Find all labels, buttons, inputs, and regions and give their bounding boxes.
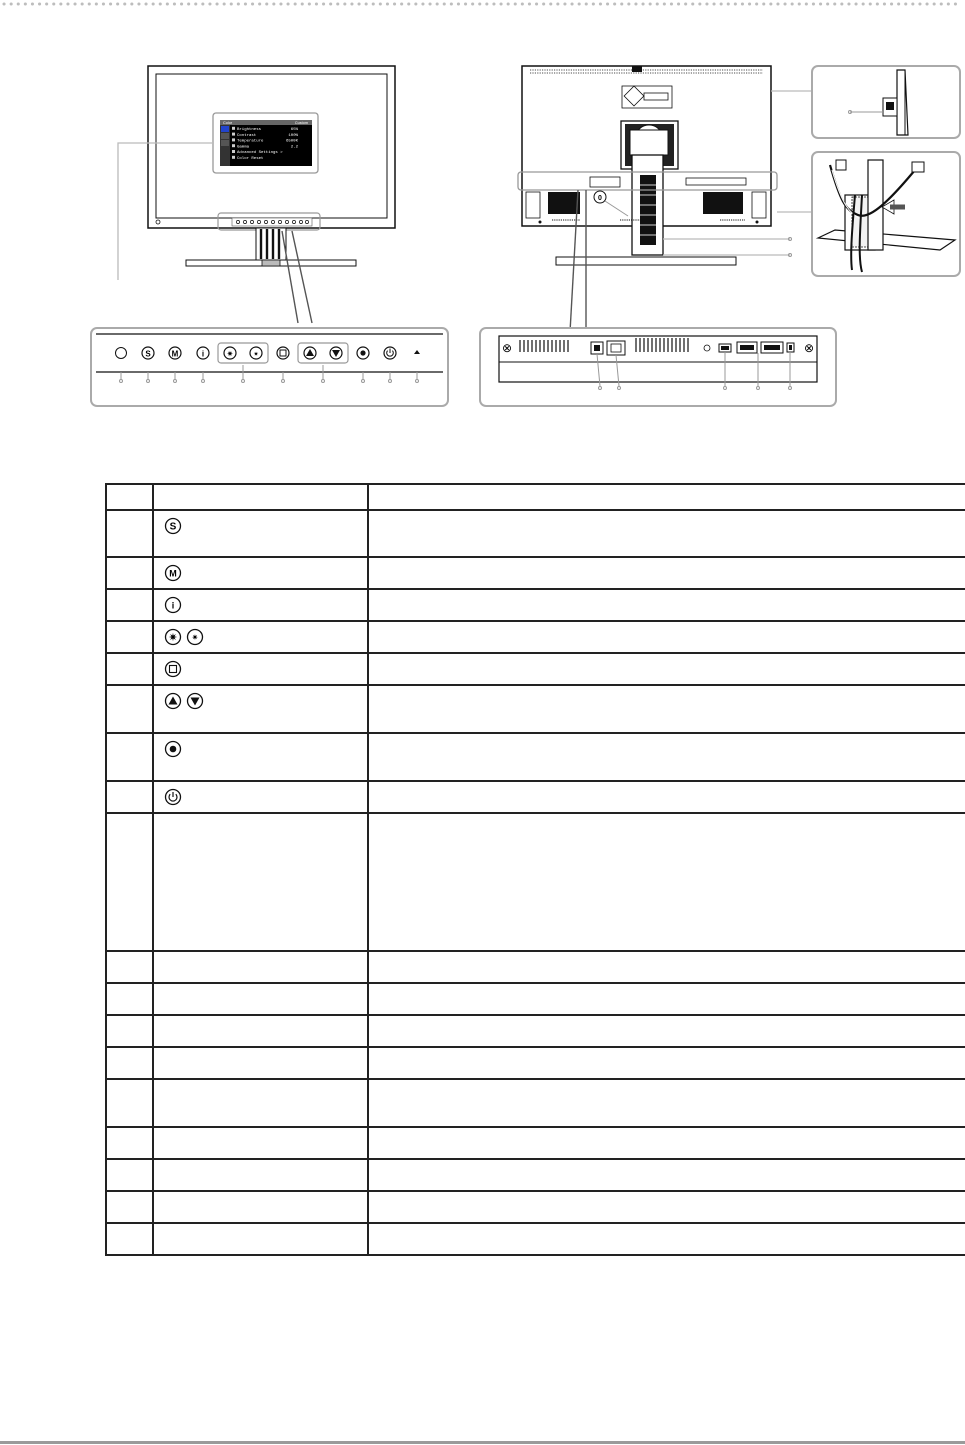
down-button-icon[interactable] <box>330 347 342 359</box>
row-name-cell <box>153 1159 368 1191</box>
rear-label-icon <box>622 86 672 108</box>
row-description <box>368 1079 965 1127</box>
header-number <box>106 484 153 510</box>
svg-text:✷: ✷ <box>168 631 178 644</box>
osd-item-label: Brightness <box>237 128 262 132</box>
row-number <box>106 621 153 653</box>
row-name-cell <box>153 951 368 983</box>
table-header-row <box>106 484 965 510</box>
table-row <box>106 813 965 951</box>
displayport-connector-icon <box>737 342 757 353</box>
row-icon-group <box>164 740 367 758</box>
svg-text:✷: ✷ <box>226 349 234 359</box>
enter-icon <box>164 740 182 758</box>
osd-item-label: Temperature <box>237 139 264 144</box>
table-row <box>106 589 965 621</box>
table-row <box>106 510 965 557</box>
row-description <box>368 813 965 951</box>
input-select-icon <box>164 660 182 678</box>
row-number <box>106 557 153 589</box>
i-button-icon <box>164 596 182 614</box>
row-number <box>106 781 153 813</box>
osd-item-label: Color Reset <box>237 157 264 161</box>
screw-left-icon: ⊗ <box>501 341 513 355</box>
svg-text:M: M <box>171 349 179 359</box>
osd-item-label: Gamma <box>237 145 250 150</box>
row-icon-group <box>164 517 367 535</box>
row-number <box>106 1223 153 1255</box>
row-description <box>368 685 965 733</box>
row-number <box>106 1191 153 1223</box>
row-description <box>368 1047 965 1079</box>
row-name-cell <box>153 1127 368 1159</box>
brightness-up-icon <box>164 628 182 646</box>
svg-text:S: S <box>169 521 177 533</box>
row-name-cell <box>153 983 368 1015</box>
row-description <box>368 1223 965 1255</box>
table-row <box>106 1047 965 1079</box>
table-row <box>106 1015 965 1047</box>
input-select-button-icon[interactable] <box>277 347 289 359</box>
row-number <box>106 685 153 733</box>
cable-holder-detail-panel <box>812 152 960 276</box>
osd-item-label: Contrast <box>237 133 257 138</box>
svg-text:✷: ✷ <box>191 633 199 642</box>
row-name-cell <box>153 733 368 781</box>
table-row <box>106 557 965 589</box>
table-row <box>106 1127 965 1159</box>
osd-item-value: 6500K <box>285 139 298 144</box>
table-row <box>106 1223 965 1255</box>
down-arrow-icon <box>186 692 204 710</box>
row-description <box>368 510 965 557</box>
osd-item-value: 65% <box>290 128 298 132</box>
osd-mode: Custom <box>294 121 308 126</box>
table-row <box>106 951 965 983</box>
svg-text:i: i <box>171 600 175 611</box>
svg-text:i: i <box>201 349 205 359</box>
enter-button-icon[interactable] <box>357 347 369 359</box>
osd-item-icon <box>232 156 235 159</box>
row-name-cell <box>153 1191 368 1223</box>
osd-menu <box>213 113 318 173</box>
row-description <box>368 1191 965 1223</box>
row-number <box>106 1047 153 1079</box>
footer-rule <box>0 1441 965 1444</box>
rear-power-switch-icon <box>594 191 606 203</box>
row-icon-group <box>164 660 367 678</box>
s-button-icon <box>164 517 182 535</box>
row-description <box>368 557 965 589</box>
row-name-cell <box>153 653 368 685</box>
security-lock-slot-icon <box>787 343 794 352</box>
row-icon-group <box>164 596 367 614</box>
osd-item-icon <box>232 138 235 141</box>
row-number <box>106 951 153 983</box>
up-button-icon[interactable] <box>304 347 316 359</box>
svg-text:0: 0 <box>598 195 602 202</box>
row-name-cell <box>153 510 368 557</box>
osd-item-value: 2.2 <box>290 145 298 150</box>
row-icon-group <box>164 692 367 710</box>
row-description <box>368 1015 965 1047</box>
monitor-figure <box>0 0 965 420</box>
side-detail-panel <box>812 66 960 138</box>
svg-text:✷: ✷ <box>253 352 259 358</box>
osd-item-icon <box>232 127 235 130</box>
row-description <box>368 653 965 685</box>
svg-text:S: S <box>145 349 151 359</box>
rear-connector-panel <box>480 328 836 406</box>
row-name-cell <box>153 813 368 951</box>
up-arrow-icon <box>164 692 182 710</box>
row-number <box>106 1159 153 1191</box>
row-name-cell <box>153 1223 368 1255</box>
power-connector-icon <box>607 341 625 355</box>
row-number <box>106 733 153 781</box>
front-stand <box>186 228 356 266</box>
row-number <box>106 1015 153 1047</box>
osd-item-icon <box>232 133 235 136</box>
row-icon-group <box>164 564 367 582</box>
row-number <box>106 653 153 685</box>
row-number <box>106 510 153 557</box>
table-row <box>106 983 965 1015</box>
screw-right-icon: ⊗ <box>803 341 815 355</box>
row-description <box>368 1127 965 1159</box>
table-row <box>106 1191 965 1223</box>
power-button-icon[interactable] <box>384 347 396 359</box>
i-button-icon[interactable] <box>197 347 209 359</box>
s-button-icon[interactable] <box>142 347 154 359</box>
brightness-down-icon <box>186 628 204 646</box>
parts-table <box>105 483 965 1256</box>
row-description <box>368 951 965 983</box>
sensor-icon <box>116 348 127 359</box>
brightness-up-button-icon[interactable] <box>224 347 236 359</box>
table-row <box>106 781 965 813</box>
osd-item-icon <box>232 150 235 153</box>
row-description <box>368 1159 965 1191</box>
front-button-panel <box>91 328 448 406</box>
row-name-cell <box>153 621 368 653</box>
row-description <box>368 781 965 813</box>
m-button-icon <box>164 564 182 582</box>
row-description <box>368 733 965 781</box>
table-row <box>106 1079 965 1127</box>
osd-item-label: Advanced Settings > <box>237 151 283 156</box>
table-row <box>106 653 965 685</box>
parts-table-container <box>105 483 965 1256</box>
row-name-cell <box>153 1015 368 1047</box>
row-icon-group <box>164 788 367 806</box>
row-name-cell <box>153 685 368 733</box>
osd-sound-tab-icon <box>221 140 229 146</box>
row-number <box>106 589 153 621</box>
table-row <box>106 685 965 733</box>
dvi-connector-icon <box>761 342 783 353</box>
row-name-cell <box>153 557 368 589</box>
front-monitor-view <box>118 66 395 323</box>
row-icon-group <box>164 628 367 646</box>
front-control-strip <box>232 218 312 226</box>
header-description <box>368 484 965 510</box>
table-row <box>106 1159 965 1191</box>
main-power-switch-icon <box>591 342 603 354</box>
usb-upstream-port-icon <box>719 344 731 352</box>
table-row <box>106 621 965 653</box>
brightness-down-button-icon[interactable] <box>250 347 262 359</box>
header-name <box>153 484 368 510</box>
osd-color-tab-icon <box>221 126 229 132</box>
table-row <box>106 733 965 781</box>
row-number <box>106 1079 153 1127</box>
row-number <box>106 1127 153 1159</box>
osd-screen-tab-icon <box>221 133 229 139</box>
row-name-cell <box>153 1047 368 1079</box>
power-icon <box>164 788 182 806</box>
row-name-cell <box>153 781 368 813</box>
row-description <box>368 621 965 653</box>
svg-text:M: M <box>169 568 177 579</box>
row-number <box>106 983 153 1015</box>
row-name-cell <box>153 1079 368 1127</box>
osd-item-value: 100% <box>288 133 298 138</box>
osd-item-icon <box>232 144 235 147</box>
row-description <box>368 983 965 1015</box>
row-description <box>368 589 965 621</box>
row-number <box>106 813 153 951</box>
rear-monitor-view <box>518 66 812 332</box>
m-button-icon[interactable] <box>169 347 181 359</box>
osd-title: Color <box>223 121 233 126</box>
row-name-cell <box>153 589 368 621</box>
